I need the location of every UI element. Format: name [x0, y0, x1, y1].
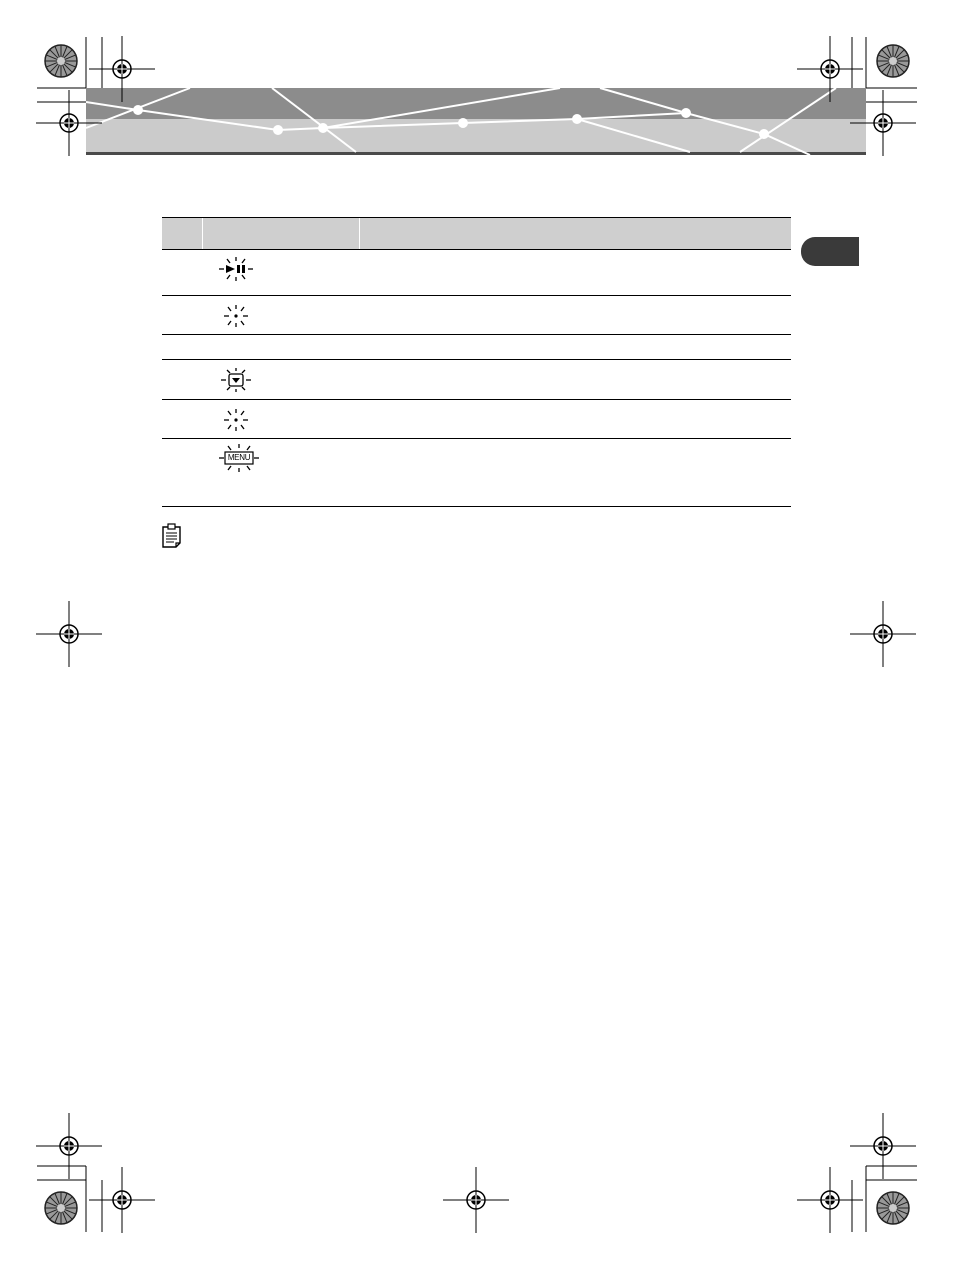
- status-table: [162, 217, 791, 507]
- column-header-indicator: [203, 218, 209, 249]
- column-header-number: [162, 218, 168, 249]
- header-banner: [0, 0, 954, 170]
- menu-icon-label: MENU: [227, 453, 251, 462]
- play-pause-blink-icon: [218, 257, 254, 281]
- note-icon: [160, 523, 186, 549]
- table-row: [162, 335, 791, 360]
- column-header-description: [360, 218, 366, 249]
- down-arrow-button-blink-icon: [220, 368, 252, 392]
- table-row: [162, 250, 791, 296]
- table-row: [162, 360, 791, 400]
- dot-blink-icon: [222, 408, 250, 432]
- table-row: [162, 439, 791, 507]
- dot-blink-icon: [222, 304, 250, 328]
- table-row: [162, 296, 791, 335]
- table-header-row: [162, 217, 791, 250]
- chapter-tab: [801, 237, 859, 266]
- table-row: [162, 400, 791, 439]
- menu-blink-icon: [218, 444, 260, 472]
